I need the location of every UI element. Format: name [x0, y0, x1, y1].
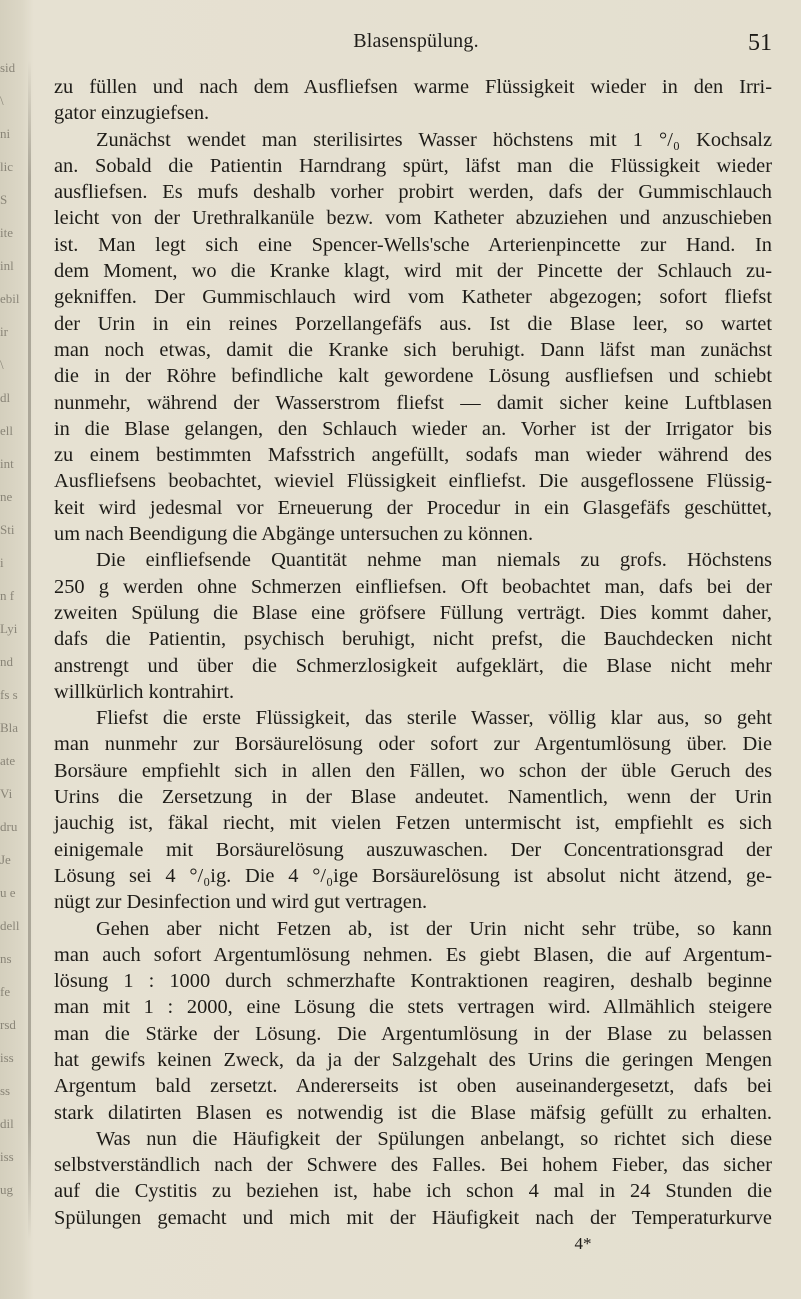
running-title: Blasenspülung. [353, 30, 479, 52]
text-line: zu einem bestimmten Mafsstrich angefüllt, sodafs man wieder während des [54, 444, 772, 467]
gutter-fragment: ne [0, 489, 13, 504]
text-line: zweiten Spülung die Blase eine gröfsere Füllung verträgt. Dies kommt daher, [54, 601, 772, 624]
text-line: anstrengt und über die Schmerzlosigkeit aufgeklärt, die Blase nicht mehr [54, 654, 772, 677]
gutter-fragment: ug [0, 1182, 13, 1197]
text-line: man auch sofort Argentumlösung nehmen. Es giebt Blasen, die auf Argentum- [54, 943, 772, 966]
text-line: Borsäure empfiehlt sich in allen den Fällen, wo schon der üble Geruch des [54, 759, 772, 782]
text-line: zu füllen und nach dem Ausfliefsen warme Flüssigkeit wieder in den Irri- [54, 76, 772, 98]
gutter-fragment: u e [0, 885, 16, 900]
text-line: willkürlich kontrahirt. [54, 680, 235, 703]
gutter-fragment: n f [0, 588, 15, 603]
page-number: 51 [748, 30, 772, 56]
text-line: lösung 1 : 1000 durch schmerzhafte Kontraktionen reagiren, deshalb beginne [54, 970, 772, 993]
gutter-fragment: iss [0, 1149, 14, 1164]
text-line: der Urin in ein reines Porzellangefäfs aus. Ist die Blase leer, so wartet [54, 312, 772, 335]
text-line: Fliefst die erste Flüssigkeit, das sterile Wasser, völlig klar aus, so geht [96, 707, 772, 730]
running-head [60, 30, 772, 60]
gutter-fragment: ss [0, 1083, 11, 1098]
gutter-fragment: \ [0, 357, 4, 372]
text-line: 250 g werden ohne Schmerzen einfliefsen. Oft beobachtet man, dafs bei der [54, 575, 772, 598]
gutter-fragment: S [0, 192, 8, 207]
gutter-fragment: fe [0, 984, 11, 999]
text-line: man die Stärke der Lösung. Die Argentumlösung in der Blase zu belassen [54, 1022, 772, 1045]
text-line: nügt zur Desinfection und wird gut vertragen. [54, 891, 428, 914]
text-line: Argentum bald zersetzt. Andererseits ist oben auseinandergesetzt, dafs bei [54, 1075, 772, 1098]
gutter-fragment: Vi [0, 786, 13, 801]
gutter-fragment: Sti [0, 522, 15, 537]
text-line: einigemale mit Borsäurelösung auszuwaschen. Der Concentrationsgrad der [54, 838, 772, 861]
text-line: um nach Beendigung die Abgänge untersuchen zu können. [54, 523, 534, 546]
gutter-fragment: \ [0, 93, 4, 108]
signature-mark: 4* [574, 1234, 592, 1254]
text-line: leicht von der Urethralkanüle bezw. vom Katheter abzuziehen und anzuschieben [54, 207, 772, 230]
text-line: Ausfliefsens beobachtet, wieviel Flüssigkeit einfliefst. Die ausgeflossene Flüssig- [54, 470, 772, 493]
gutter-fragment: dell [0, 918, 20, 933]
text-line: dem Moment, wo die Kranke klagt, wird mit der Pincette der Schlauch zu- [54, 260, 772, 283]
text-line: selbstverständlich nach der Schwere des Falles. Bei hohem Fieber, das sicher [54, 1154, 772, 1177]
text-line: Urins die Zersetzung in der Blase andeutet. Namentlich, wenn der Urin [54, 786, 772, 809]
text-line: stark dilatirten Blasen es notwendig ist die Blase mäfsig gefüllt zu erhalten. [54, 1101, 772, 1124]
gutter-fragment: dru [0, 819, 18, 834]
gutter-fragment: ir [0, 324, 8, 339]
gutter-fragment: inl [0, 258, 14, 273]
gutter-fragment: fs s [0, 687, 18, 702]
text-line: ist. Man legt sich eine Spencer-Wells'sche Arterienpincette zur Hand. In [54, 233, 772, 256]
facing-page-gutter [0, 60, 34, 1240]
text-line: gekniffen. Der Gummischlauch wird vom Katheter abgezogen; sofort fliefst [54, 286, 772, 309]
gutter-fragment: ni [0, 126, 11, 141]
gutter-fragment: rsd [0, 1017, 16, 1032]
text-line: man noch etwas, damit die Kranke sich beruhigt. Dann läfst man zunächst [54, 338, 772, 361]
gutter-fragment: sid [0, 60, 16, 75]
gutter-fragment: ell [0, 423, 13, 438]
gutter-fragment: Lyi [0, 621, 18, 636]
text-line: auf die Cystitis zu beziehen ist, habe ich schon 4 mal in 24 Stunden die [54, 1180, 772, 1203]
text-line: jauchig ist, fäkal riecht, mit vielen Fetzen untermischt ist, empfiehlt es sich [54, 812, 772, 835]
text-line: nunmehr, während der Wasserstrom fliefst — damit sicher keine Luftblasen [54, 391, 772, 414]
gutter-fragment: i [0, 555, 4, 570]
text-line: hat gewifs keinen Zweck, da ja der Salzgehalt des Urins die geringen Mengen [54, 1048, 772, 1071]
text-line: an. Sobald die Patientin Harndrang spürt, läfst man die Flüssigkeit wieder [54, 154, 772, 177]
gutter-fragment: dil [0, 1116, 14, 1131]
gutter-fragment: ate [0, 753, 16, 768]
text-line: man nunmehr zur Borsäurelösung oder sofort zur Argentumlösung über. Die [54, 733, 772, 756]
text-line: keit wird jedesmal vor Erneuerung der Procedur in ein Glasgefäfs geschüttet, [54, 496, 772, 519]
text-line: die in der Röhre befindliche kalt gewordene Lösung ausfliefsen und schiebt [54, 365, 772, 388]
gutter-fragment: iss [0, 1050, 14, 1065]
text-line: Gehen aber nicht Fetzen ab, ist der Urin nicht sehr trübe, so kann [96, 917, 772, 940]
gutter-fragment: lic [0, 159, 13, 174]
text-line: man mit 1 : 2000, eine Lösung die stets vertragen wird. Allmählich steigere [54, 996, 772, 1019]
gutter-fragment: ebil [0, 291, 20, 306]
text-line: Was nun die Häufigkeit der Spülungen anbelangt, so richtet sich diese [96, 1127, 772, 1150]
text-line: gator einzugiefsen. [54, 102, 210, 125]
text-line: in die Blase gelangen, den Schlauch wieder an. Vorher ist der Irrigator bis [54, 417, 772, 440]
body-text [54, 74, 772, 1255]
gutter-fragment: Bla [0, 720, 19, 735]
gutter-fragment: dl [0, 390, 11, 405]
gutter-fragment: ite [0, 225, 13, 240]
gutter-fragment: int [0, 456, 14, 471]
gutter-fragment: Je [0, 852, 11, 867]
text-line: dafs die Patientin, psychisch beruhigt, nicht prefst, die Bauchdecken nicht [54, 628, 772, 651]
text-line: ausfliefsen. Es mufs deshalb vorher probirt werden, dafs der Gummischlauch [54, 181, 772, 204]
gutter-fragment: ns [0, 951, 12, 966]
gutter-fragment: nd [0, 654, 13, 669]
text-line: Zunächst wendet man sterilisirtes Wasser höchstens mit 1 °/₀ Kochsalz [96, 128, 772, 151]
text-line: Spülungen gemacht und mich mit der Häufigkeit nach der Temperaturkurve [54, 1206, 772, 1229]
text-line: Die einfliefsende Quantität nehme man niemals zu grofs. Höchstens [96, 549, 772, 572]
text-line: Lösung sei 4 °/₀ig. Die 4 °/₀ige Borsäurelösung ist absolut nicht ätzend, ge- [54, 864, 772, 887]
